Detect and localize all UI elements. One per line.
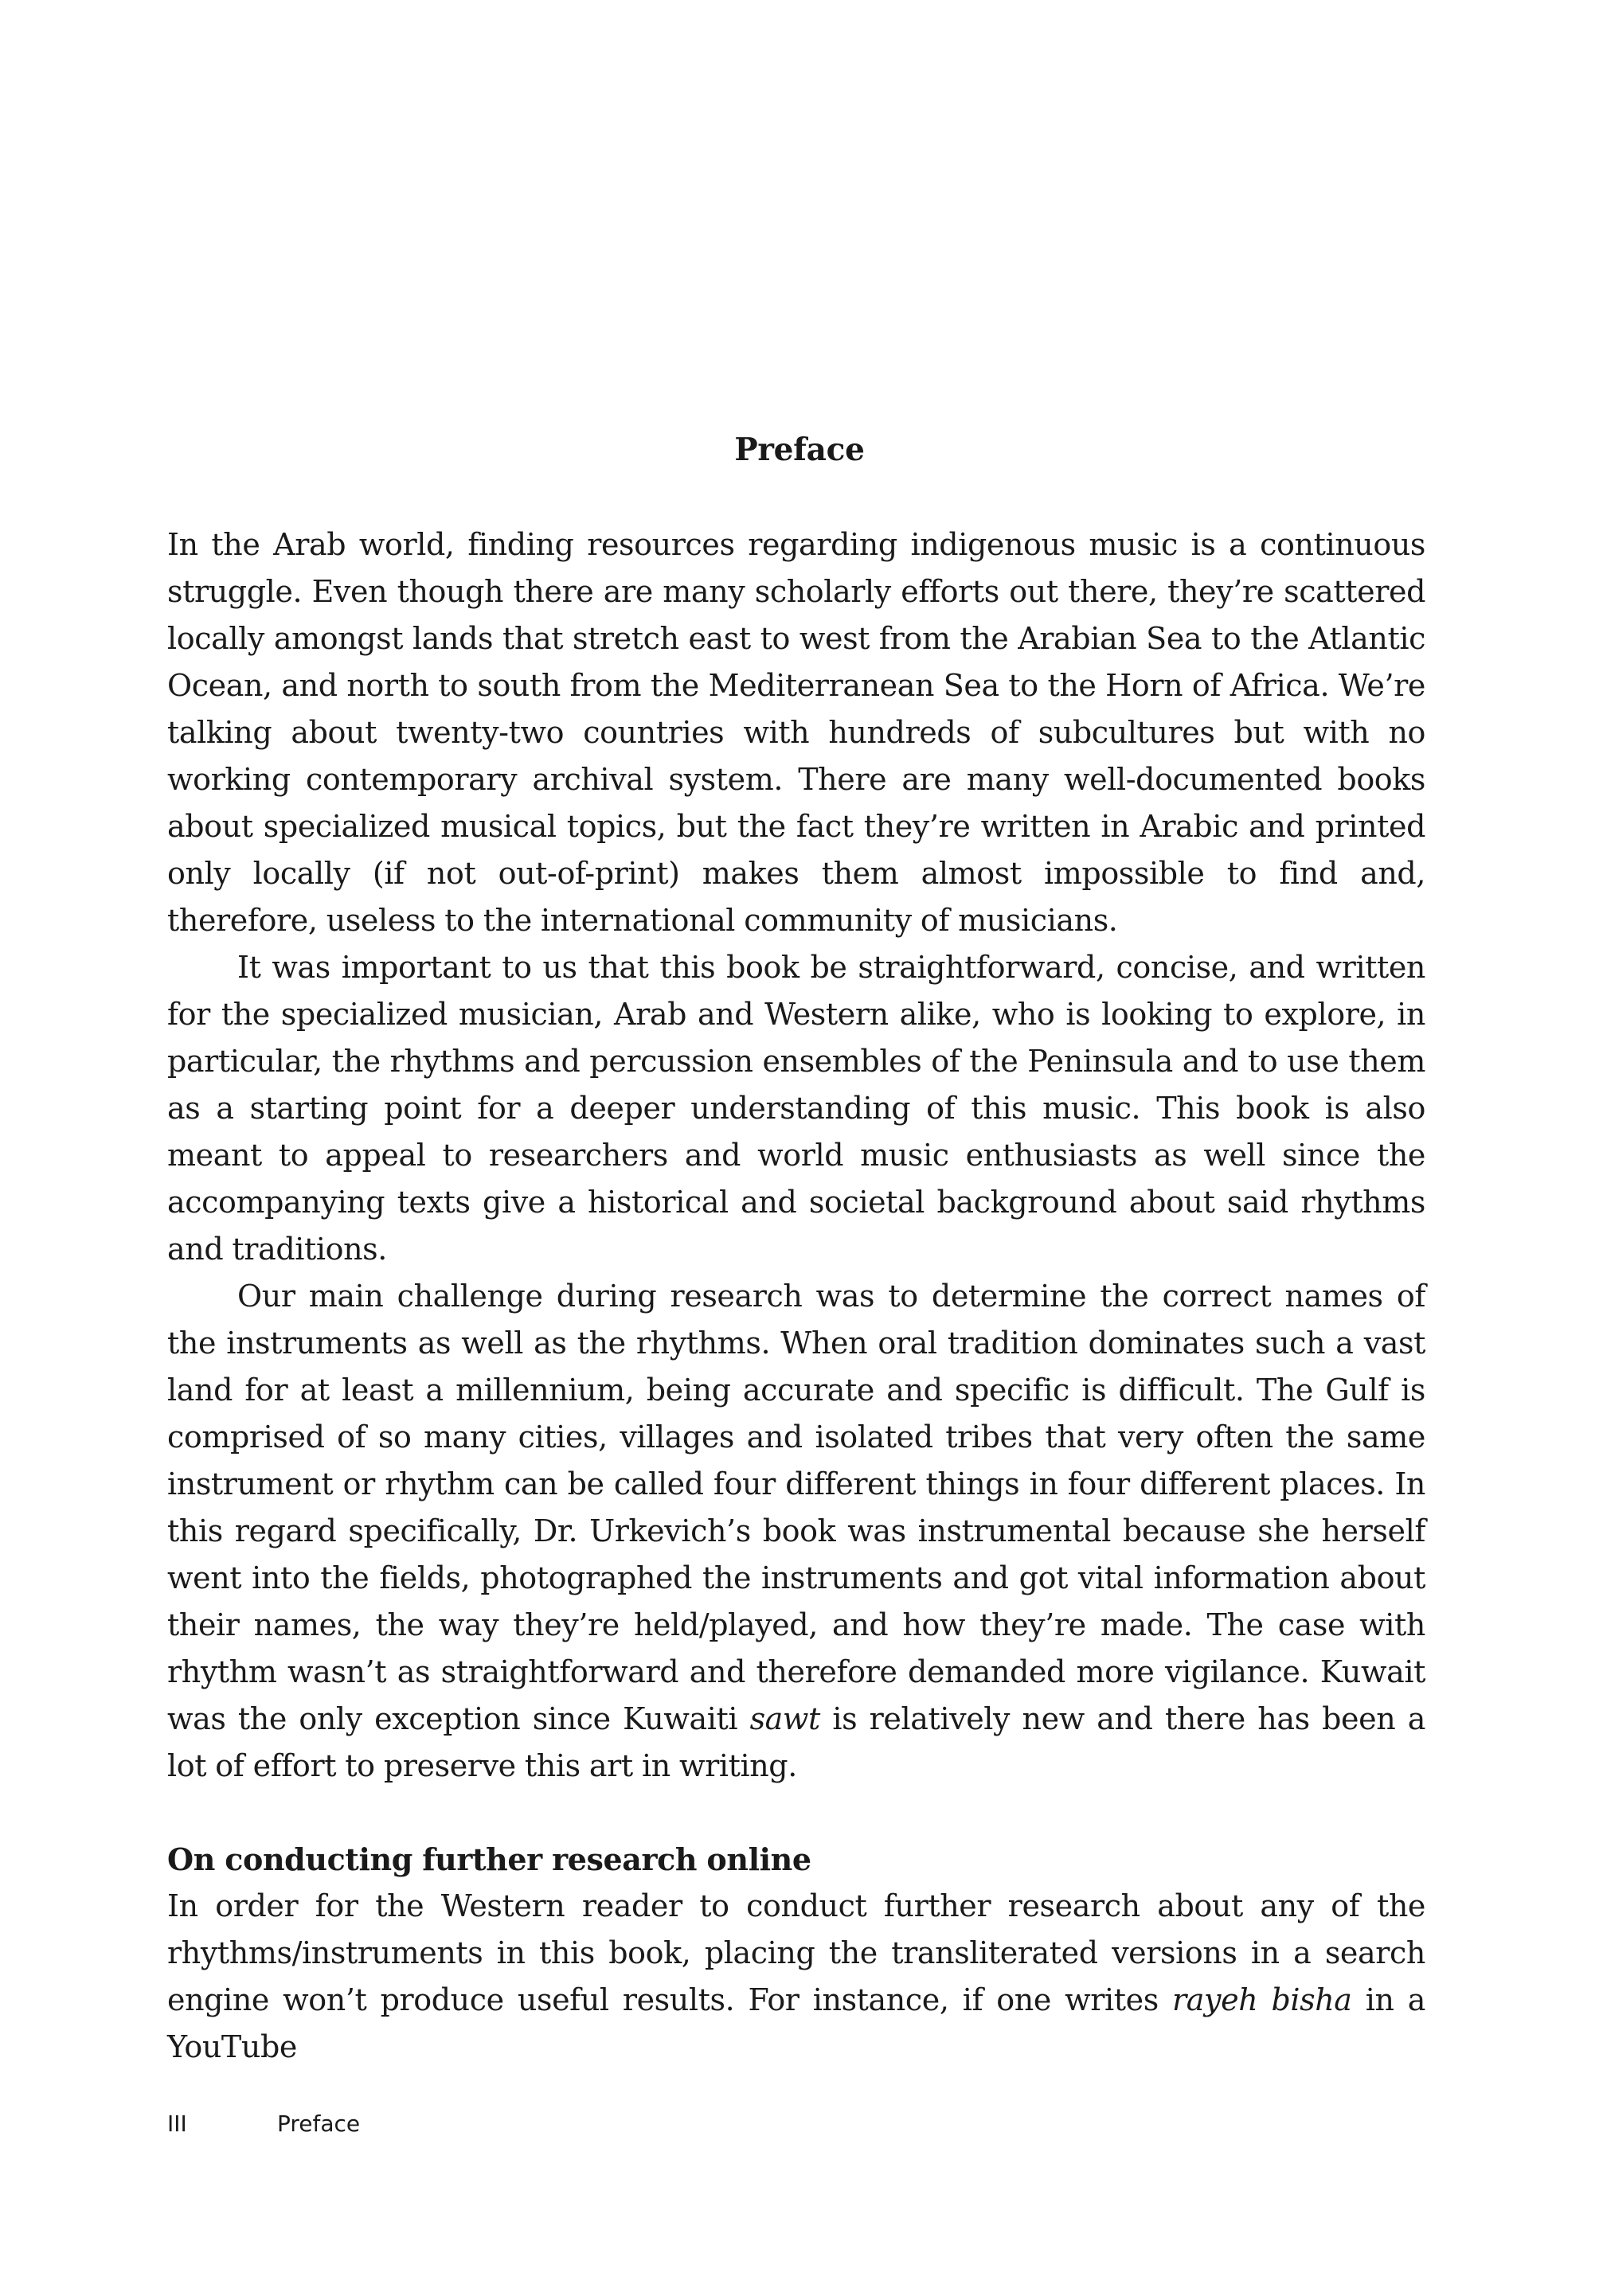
paragraph-1: In the Arab world, finding resources regarding indigenous music is a continuous struggle. Even though there are many scholarly efforts out there, they’re scattered locally amongst lands that stretch east to west from the Arabian Sea to the Atlantic Ocean, and north to south from the Mediterranean Sea to the Horn of Africa. We’re talking about twenty-two countries with hundreds of subcultures but with no working contemporary archival system. There are many well-documented books about specialized musical topics, but the fact they’re written in Arabic and printed only locally (if not out-of-print) makes them almost impossible to find and, therefore, useless to the international community of musicians.: [167, 527, 1425, 938]
paragraph-2: It was important to us that this book be straightforward, concise, and written for the specialized musician, Arab and Western alike, who is looking to explore, in particular, the rhythms and percussion ensembles of the Peninsula and to use them as a starting point for a deeper understanding of this music. This book is also meant to appeal to researchers and world music enthusiasts as well since the accompanying texts give a historical and societal background about said rhythms and traditions.: [167, 950, 1425, 1267]
paragraph-3-text-a: Our main challenge during research was to determine the correct names of the instruments as well as the rhythms. When oral tradition dominates such a vast land for at least a millennium, being accurate and specific is difficult. The Gulf is comprised of so many cities, villages and isolated tribes that very often the same instrument or rhythm can be called four different things in four different places. In this regard specifically, Dr. Urkevich’s book was instrumental because she herself went into the fields, photographed the instruments and got vital information about their names, the way they’re held/played, and how they’re made. The case with rhythm wasn’t as straightforward and therefore demanded more vigilance. Kuwait was the only exception since Kuwaiti: [167, 1279, 1425, 1736]
paragraph-3: [167, 1273, 1425, 1790]
paragraph-3-text-b: is relatively new and there has been a lot of effort to preserve this art in writing.: [167, 1701, 1425, 1783]
page-number: III: [167, 2111, 187, 2137]
section-text-a: In order for the Western reader to conduct further research about any of the rhythms/instruments in this book, placing the transliterated versions in a search engine won’t produce useful results. For instance, if one writes: [167, 1888, 1425, 2017]
section-heading: On conducting further research online: [167, 1841, 811, 1877]
research-section: [167, 1836, 1425, 2071]
section-paragraph: [167, 1883, 1425, 2071]
section-text-b: in a YouTube: [167, 1982, 1426, 2064]
paragraph-3-italic-term: sawt: [749, 1701, 820, 1736]
page-footer: [167, 2108, 360, 2140]
preface-body: [167, 521, 1425, 1790]
running-head: Preface: [277, 2111, 361, 2137]
page-title: Preface: [734, 431, 865, 468]
section-italic-term: rayeh bisha: [1172, 1982, 1352, 2017]
